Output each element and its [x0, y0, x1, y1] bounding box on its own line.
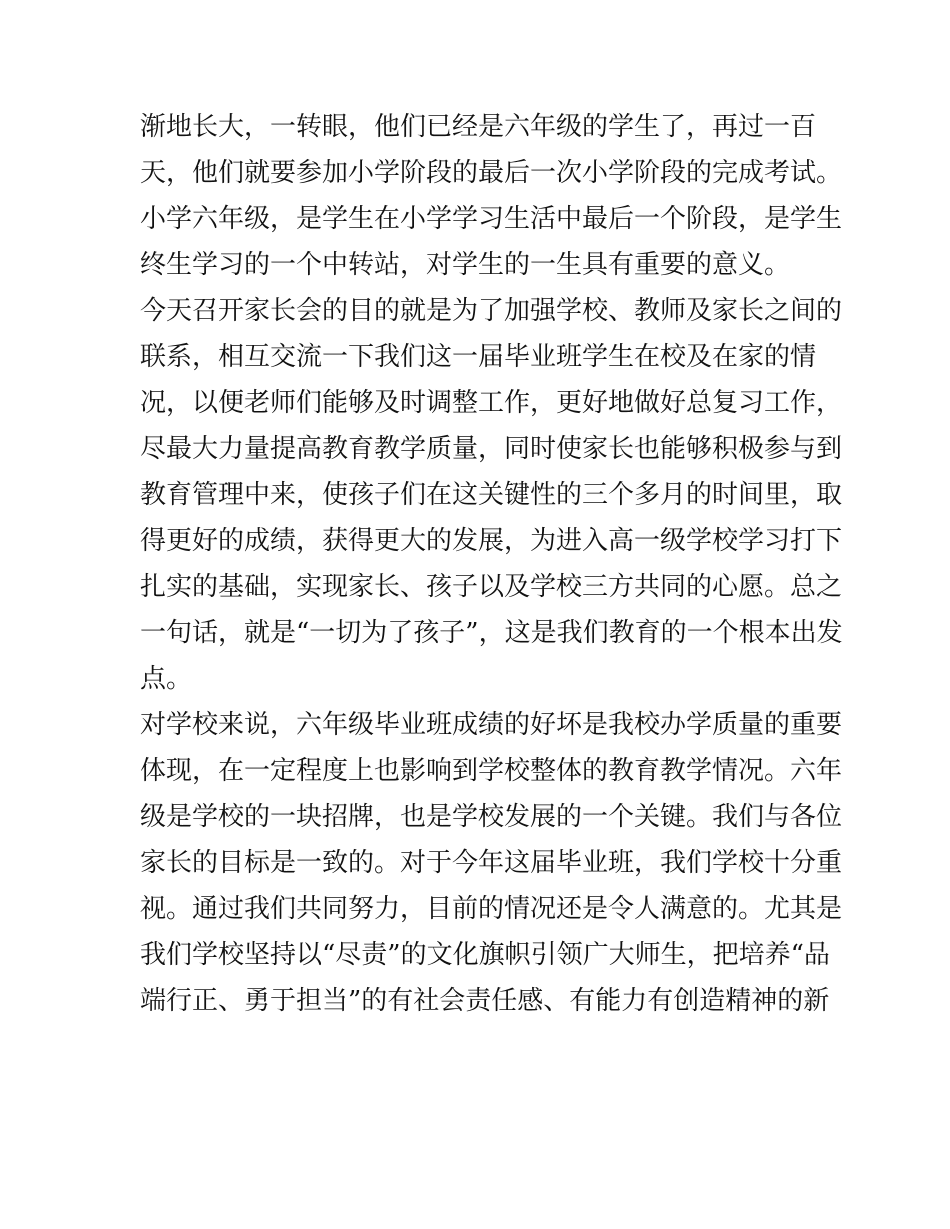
text-line: 教育管理中来，使孩子们在这关键性的三个多月的时间里，取 — [140, 480, 843, 510]
text-line: 端行正、勇于担当”的有社会责任感、有能力有创造精神的新 — [140, 986, 830, 1016]
text-line: 得更好的成绩，获得更大的发展，为进入高一级学校学习打下 — [140, 526, 843, 556]
text-line: 体现，在一定程度上也影响到学校整体的教育教学情况。六年 — [140, 756, 843, 786]
text-line: 家长的目标是一致的。对于今年这届毕业班，我们学校十分重 — [140, 848, 843, 878]
text-line: 点。 — [140, 664, 193, 694]
text-line: 一句话，就是“一切为了孩子”，这是我们教育的一个根本出发 — [140, 618, 843, 648]
text-line: 级是学校的一块招牌，也是学校发展的一个关键。我们与各位 — [140, 802, 843, 832]
text-line: 终生学习的一个中转站，对学生的一生具有重要的意义。 — [140, 250, 791, 280]
text-line: 对学校来说，六年级毕业班成绩的好坏是我校办学质量的重要 — [140, 710, 843, 740]
text-line: 今天召开家长会的目的就是为了加强学校、教师及家长之间的 — [140, 296, 843, 326]
body-text — [140, 104, 843, 1024]
text-line: 天，他们就要参加小学阶段的最后一次小学阶段的完成考试。 — [140, 158, 843, 188]
text-line: 联系，相互交流一下我们这一届毕业班学生在校及在家的情 — [140, 342, 817, 372]
text-line: 渐地长大，一转眼，他们已经是六年级的学生了，再过一百 — [140, 112, 817, 142]
text-line: 我们学校坚持以“尽责”的文化旗帜引领广大师生，把培养“品 — [140, 940, 830, 970]
text-line: 视。通过我们共同努力，目前的情况还是令人满意的。尤其是 — [140, 894, 843, 924]
text-line: 扎实的基础，实现家长、孩子以及学校三方共同的心愿。总之 — [140, 572, 843, 602]
text-line: 小学六年级，是学生在小学学习生活中最后一个阶段，是学生 — [140, 204, 843, 234]
text-line: 况，以便老师们能够及时调整工作，更好地做好总复习工作， — [140, 388, 843, 418]
text-line: 尽最大力量提高教育教学质量，同时使家长也能够积极参与到 — [140, 434, 843, 464]
